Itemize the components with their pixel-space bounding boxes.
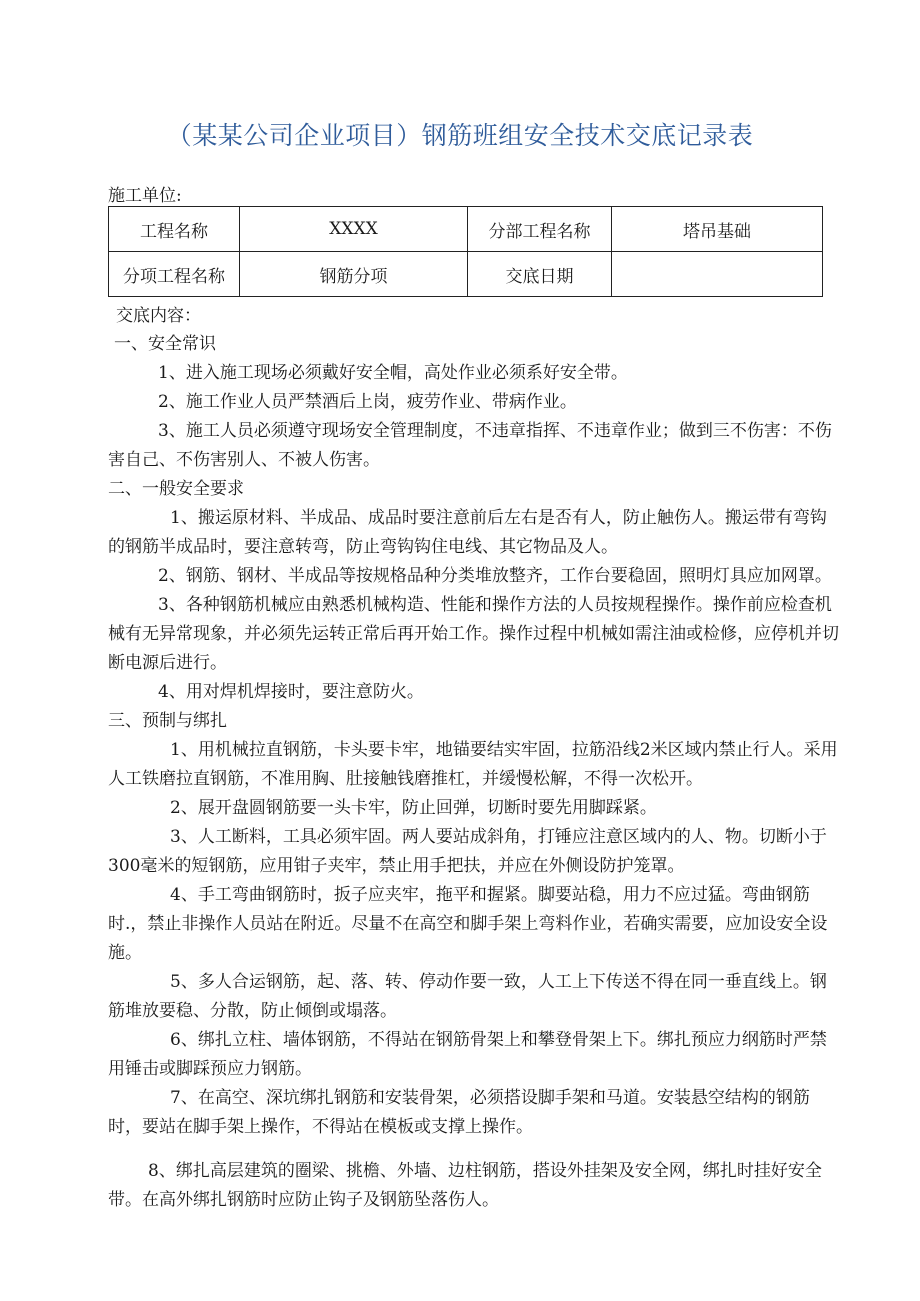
list-item: 4、用对焊机焊接时，要注意防火。 xyxy=(158,682,424,702)
list-item: 4、手工弯曲钢筋时，扳子应夹牢，拖平和握紧。脚要站稳，用力不应过猛。弯曲钢筋时.，禁止非操作人员站在附近。尽量不在高空和脚手架上弯料作业，若确实需要，应加设安全设施。 xyxy=(108,885,828,963)
list-item: 3、人工断料，工具必须牢固。两人要站成斜角，打锤应注意区域内的人、物。切断小于300毫米的短钢筋，应用钳子夹牢，禁止用手把扶，并应在外侧设防护笼罩。 xyxy=(108,827,827,876)
list-item: 7、在高空、深坑绑扎钢筋和安装骨架，必须搭设脚手架和马道。安装悬空结构的钢筋时，要站在脚手架上操作，不得站在模板或支撑上操作。 xyxy=(108,1088,810,1137)
list-item: 6、绑扎立柱、墙体钢筋，不得站在钢筋骨架上和攀登骨架上下。绑扎预应力纲筋时严禁用锤击或脚踩预应力钢筋。 xyxy=(108,1030,827,1079)
content-label: 交底内容： xyxy=(116,306,201,326)
list-item: 8、绑扎高层建筑的圈梁、挑檐、外墙、边柱钢筋，搭设外挂架及安全网，绑扎时挂好安全带。在高外绑扎钢筋时应防止钩子及钢筋坠落伤人。 xyxy=(108,1161,822,1210)
construction-unit-label: 施工单位: xyxy=(108,186,182,206)
subitem-name-label: 分项工程名称 xyxy=(109,252,240,297)
table-row xyxy=(109,207,823,252)
division-name-value: 塔吊基础 xyxy=(612,207,823,252)
subitem-name-value: 钢筋分项 xyxy=(240,252,468,297)
document-title: （某某公司企业项目）钢筋班组安全技术交底记录表 xyxy=(166,121,754,150)
list-item: 2、施工作业人员严禁酒后上岗，疲劳作业、带病作业。 xyxy=(158,392,577,412)
table-row xyxy=(109,252,823,297)
section-heading: 三、预制与绑扎 xyxy=(108,711,227,731)
section-heading: 一、安全常识 xyxy=(114,334,216,354)
project-info-table xyxy=(108,206,823,297)
section-heading: 二、一般安全要求 xyxy=(108,479,244,499)
briefing-content xyxy=(108,330,843,1215)
briefing-date-label: 交底日期 xyxy=(468,252,612,297)
division-name-label: 分部工程名称 xyxy=(468,207,612,252)
list-item: 1、进入施工现场必须戴好安全帽，高处作业必须系好安全带。 xyxy=(158,363,628,383)
list-item: 1、用机械拉直钢筋，卡头要卡牢，地锚要结实牢固，拉筋沿线2米区域内禁止行人。采用人工铁磨拉直钢筋，不准用胸、肚接触钱磨推杠，并缓慢松解，不得一次松开。 xyxy=(108,740,838,789)
list-item: 1、搬运原材料、半成品、成品时要注意前后左右是否有人，防止触伤人。搬运带有弯钩的钢筋半成品时，要注意转弯，防止弯钩钩住电线、其它物品及人。 xyxy=(108,508,827,557)
project-name-label: 工程名称 xyxy=(109,207,240,252)
briefing-date-value xyxy=(612,252,823,297)
list-item: 3、施工人员必须遵守现场安全管理制度，不违章指挥、不违章作业；做到三不伤害：不伤害自己、不伤害别人、不被人伤害。 xyxy=(108,421,832,470)
list-item: 3、各种钢筋机械应由熟悉机械构造、性能和操作方法的人员按规程操作。操作前应检查机械有无异常现象，并必须先运转正常后再开始工作。操作过程中机械如需注油或检修，应停机并切断电源后进行。 xyxy=(108,595,839,673)
project-name-value: XXXX xyxy=(240,207,468,252)
list-item: 2、展开盘圆钢筋要一头卡牢，防止回弹，切断时要先用脚踩紧。 xyxy=(170,798,657,818)
list-item: 2、钢筋、钢材、半成品等按规格品种分类堆放整齐，工作台要稳固，照明灯具应加网罩。 xyxy=(158,566,832,586)
list-item: 5、多人合运钢筋，起、落、转、停动作要一致，人工上下传送不得在同一垂直线上。钢筋堆放要稳、分散，防止倾倒或塌落。 xyxy=(108,972,827,1021)
